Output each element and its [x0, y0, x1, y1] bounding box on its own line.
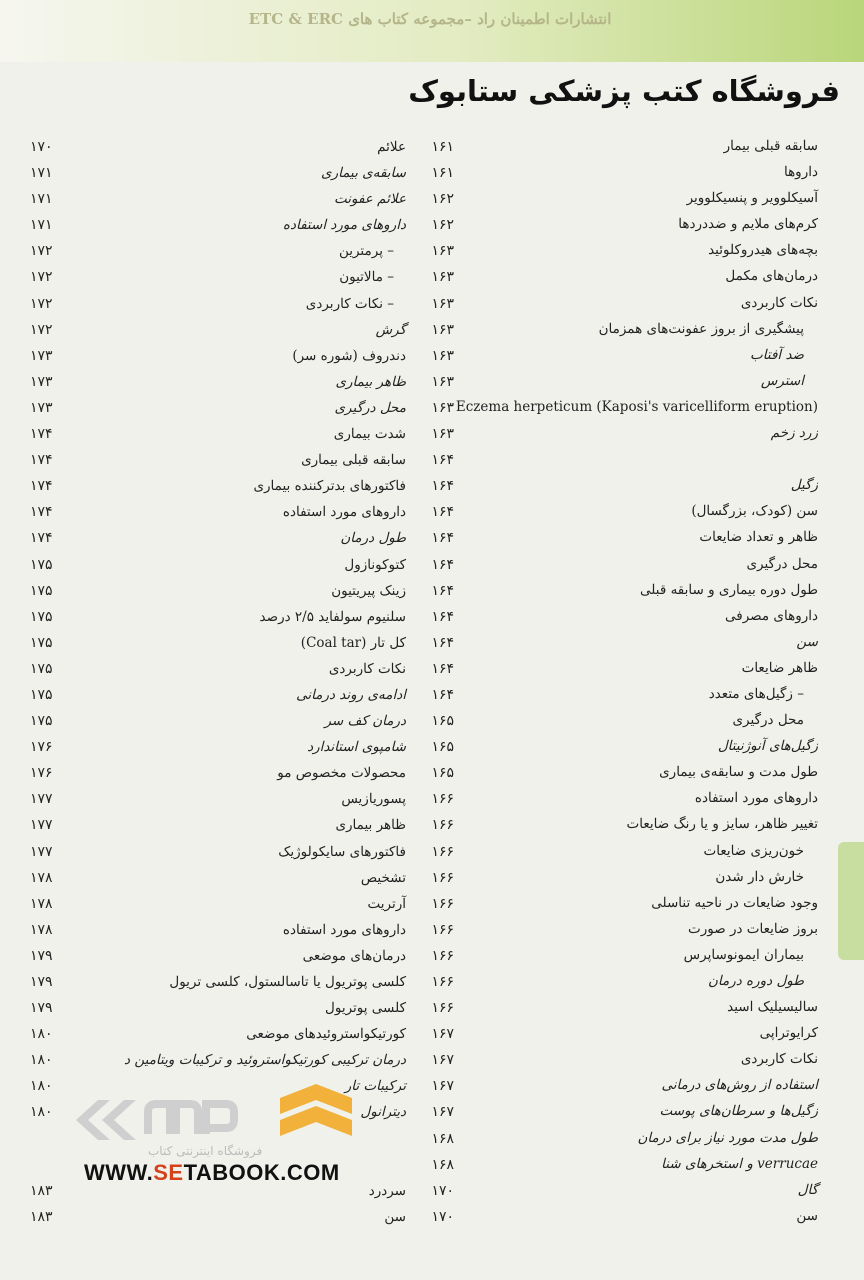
page-number: ۱۸۰: [30, 1104, 53, 1121]
index-entry-label: طول مدت مورد نیاز برای درمان: [637, 1129, 818, 1146]
index-entry-label: کل تار (Coal tar): [300, 634, 406, 651]
index-entry-label: نکات کاربردی: [328, 660, 406, 677]
index-entry-label: فاکتورهای سایکولوژیک: [278, 843, 406, 860]
page-number: ۱۷۵: [30, 660, 53, 677]
index-entry-label: ضد آفتاب: [750, 346, 804, 363]
index-entry-label: استرس: [760, 372, 804, 389]
index-entry: [438, 263, 818, 289]
page-number: ۱۶۳: [431, 321, 454, 338]
page-number: ۱۶۲: [431, 217, 454, 234]
index-entry: [154, 760, 454, 786]
page-number: ۱۶۴: [431, 452, 454, 469]
page-number: ۱۷۰: [431, 1208, 454, 1225]
page-number: ۱۷۵: [30, 582, 53, 599]
page-number: ۱۶۴: [431, 530, 454, 547]
index-entry: [154, 369, 454, 395]
index-entry-label: علائم عفونت: [333, 191, 406, 208]
index-entry-label: بچه‌های هیدروکلوئید: [708, 242, 818, 259]
index-entry-label: نکات کاربردی: [740, 294, 818, 311]
index-entry-label: دیترانول: [360, 1104, 406, 1121]
index-entry-label: طول دوره بیماری و سابقه قبلی: [640, 581, 818, 598]
index-entry: [438, 1177, 818, 1203]
index-entry-label: بیماران ایمونوساپرس: [683, 946, 804, 963]
index-entry: [438, 1046, 818, 1072]
index-entry-label: طول مدت و سابقه‌ی بیماری: [659, 764, 818, 781]
page-number: ۱۶۷: [431, 1104, 454, 1121]
page-number: ۱۶۱: [431, 139, 454, 155]
index-entry: [438, 498, 818, 524]
page-number: ۱۷۷: [30, 843, 53, 860]
index-entry-label: verrucae و استخرهای شنا: [661, 1155, 818, 1172]
index-entry: [438, 1203, 818, 1229]
index-entry-label: درمان ترکیبی کورتیکواستروئید و ترکیبات ویتامین د: [124, 1052, 406, 1069]
page-number: ۱۶۳: [431, 373, 454, 390]
index-entry: [154, 264, 454, 290]
index-entry: [438, 681, 818, 707]
page-number: ۱۶۸: [431, 1156, 454, 1173]
index-entry-label: درمان‌های موضعی: [302, 947, 406, 964]
index-entry-label: کرایوتراپی: [759, 1025, 818, 1042]
index-entry: [438, 759, 818, 785]
page-number: ۱۶۶: [431, 817, 454, 834]
index-entry: [438, 968, 818, 994]
index-entry: [438, 237, 818, 263]
index-entry: [154, 238, 454, 264]
index-entry: [438, 1072, 818, 1098]
page-number: ۱۶۲: [431, 191, 454, 208]
page-number: ۱۷۸: [30, 869, 53, 886]
page-number: ۱۷۲: [30, 295, 53, 312]
index-entry-label: داروهای مورد استفاده: [282, 217, 406, 234]
index-entry: [154, 839, 454, 865]
index-entry-label: گرش: [375, 321, 406, 338]
index-entry: [154, 682, 454, 708]
page-number: ۱۶۴: [431, 608, 454, 625]
index-entry-label: – پرمترین: [338, 243, 394, 260]
index-entry: [154, 552, 454, 578]
index-entry: [438, 211, 818, 237]
index-entry: [154, 447, 454, 473]
page-number: ۱۸۳: [30, 1208, 53, 1225]
index-entry-label: – زگیل‌های متعدد: [708, 685, 804, 702]
page-number: ۱۷۴: [30, 504, 53, 521]
page-number: ۱۶۵: [431, 739, 454, 756]
index-entry-label: زگیل: [790, 477, 818, 494]
page-number: ۱۷۱: [30, 191, 53, 208]
index-entry-label: داروها: [783, 164, 818, 181]
index-entry-label: سالیسیلیک اسید: [727, 999, 818, 1016]
index-entry-label: ادامه‌ی روند درمانی: [296, 686, 406, 703]
page-number: ۱۷۳: [30, 399, 53, 416]
page-number: ۱۷۵: [30, 608, 53, 625]
index-column-middle: [124, 134, 454, 1230]
index-entry-label: کرم‌های ملایم و ضددردها: [678, 216, 818, 233]
index-entry: [438, 603, 818, 629]
index-column-right: [438, 133, 818, 1229]
index-entry: [154, 708, 454, 734]
index-entry: [438, 342, 818, 368]
index-entry: [154, 969, 454, 995]
index-entry-label: علائم: [377, 139, 406, 155]
running-head: انتشارات اطمینان راد –مجموعه کتاب های ETC & ERC: [248, 10, 612, 28]
index-entry-label: کورتیکواستروئیدهای موضعی: [246, 1026, 406, 1043]
index-entry: [124, 1047, 454, 1073]
index-entry-label: دندروف (شوره سر): [292, 347, 406, 364]
page-number: ۱۷۲: [30, 243, 53, 260]
watermark: [66, 1090, 386, 1190]
index-entry-label: پسوریازیس: [341, 791, 406, 808]
url-rest: TABOOK.COM: [183, 1160, 340, 1185]
index-entry-label: – نکات کاربردی: [305, 295, 394, 312]
index-entry-label: سلنیوم سولفاید ۲/۵ درصد: [259, 608, 406, 625]
index-entry: [154, 317, 454, 343]
page-number: ۱۷۴: [30, 426, 53, 443]
page-number: ۱۷۶: [30, 739, 53, 756]
page-number: ۱۷۸: [30, 895, 53, 912]
index-entry-label: سن: [384, 1208, 406, 1225]
index-entry: [438, 1151, 818, 1177]
page-number: ۱۶۵: [431, 713, 454, 730]
index-entry: [154, 917, 454, 943]
index-entry-label: ظاهر بیماری: [335, 817, 406, 834]
index-entry: [154, 395, 454, 421]
page-number: ۱۷۰: [30, 139, 53, 155]
page-number: ۱۶۳: [431, 347, 454, 364]
index-entry-label: شامپوی استاندارد: [307, 739, 406, 756]
page-number: ۱۶۶: [431, 869, 454, 886]
index-entry: [154, 343, 454, 369]
index-entry: [438, 1098, 818, 1124]
index-entry: [154, 943, 454, 969]
index-entry-label: خارش دار شدن: [715, 868, 804, 885]
page-number: ۱۶۶: [431, 1000, 454, 1017]
index-entry-label: سابقه قبلی بیمار: [723, 138, 818, 154]
index-entry: [154, 1021, 454, 1047]
index-entry-label: فاکتورهای بدترکننده بیماری: [253, 478, 406, 495]
index-entry-label: زگیل‌ها و سرطان‌های پوست: [659, 1103, 818, 1120]
page-number: ۱۶۴: [431, 660, 454, 677]
index-entry: [154, 865, 454, 891]
index-entry: [438, 524, 818, 550]
page-number: ۱۷۲: [30, 321, 53, 338]
index-entry: [438, 942, 818, 968]
page-number: ۱۷۷: [30, 791, 53, 808]
index-entry: [438, 368, 818, 394]
index-entry: [438, 472, 818, 498]
index-entry-label: طول دوره درمان: [707, 973, 804, 989]
index-entry: [438, 655, 818, 681]
index-entry: [154, 421, 454, 447]
index-entry: [438, 185, 818, 211]
index-entry-label: سن (کودک، بزرگسال): [691, 503, 818, 520]
index-entry-label: محصولات مخصوص مو: [277, 765, 406, 782]
index-entry: [438, 890, 818, 916]
page-number: ۱۸۰: [30, 1026, 53, 1043]
page-numbers-column-left: [30, 134, 90, 1230]
index-entry-label: سابقه قبلی بیماری: [301, 452, 406, 469]
index-entry: [154, 473, 454, 499]
page-number: ۱۶۴: [431, 634, 454, 651]
index-entry-label: نکات کاربردی: [740, 1051, 818, 1068]
index-entry: [154, 734, 454, 760]
page-number: ۱۶۴: [431, 582, 454, 599]
index-entry-label: داروهای مورد استفاده: [694, 790, 818, 807]
index-entry-label: کتوکونازول: [344, 556, 406, 573]
page-number: ۱۶۳: [431, 269, 454, 286]
page-number: ۱۷۴: [30, 530, 53, 547]
book-logo-icon: [276, 1080, 356, 1146]
page-number: ۱۶۷: [431, 1052, 454, 1069]
watermark-subtitle: فروشگاه اینترنتی کتاب: [148, 1144, 263, 1158]
page-number: ۱۷۱: [30, 217, 53, 234]
index-entry: [154, 291, 454, 317]
index-entry-label: زرد زخم: [770, 425, 818, 442]
page-number: ۱۶۵: [431, 765, 454, 782]
index-entry: [154, 578, 454, 604]
index-entry: [154, 499, 454, 525]
page-number: ۱۶۶: [431, 791, 454, 808]
index-entry-label: زینک پیریتیون: [331, 582, 406, 599]
index-entry-label: گال: [797, 1181, 818, 1198]
page-number: ۱۷۳: [30, 347, 53, 364]
page-number: ۱۸۰: [30, 1078, 53, 1095]
index-entry: [438, 916, 818, 942]
page-number: ۱۷۶: [30, 765, 53, 782]
index-entry-label: خون‌ریزی ضایعات: [703, 842, 804, 859]
index-entry: [154, 630, 454, 656]
index-entry: [438, 577, 818, 603]
index-entry: [154, 995, 454, 1021]
index-entry: [154, 786, 454, 812]
page-number: ۱۶۳: [431, 426, 454, 443]
page-number: ۱۶۷: [431, 1026, 454, 1043]
page-number: ۱۶۳: [431, 295, 454, 312]
index-entry: [154, 604, 454, 630]
index-entry: [154, 160, 454, 186]
index-entry: [438, 420, 818, 446]
index-entry: [154, 212, 454, 238]
setabook-brand-icon: [66, 1090, 266, 1150]
index-entry: [438, 811, 818, 837]
index-entry: [154, 656, 454, 682]
index-entry: [438, 446, 818, 472]
index-entry: [154, 891, 454, 917]
index-entry: [438, 394, 818, 420]
index-entry-label: کلسی پوتریول: [325, 1000, 406, 1017]
index-entry: [438, 733, 818, 759]
page-number: ۱۷۲: [30, 269, 53, 286]
index-entry: [154, 186, 454, 212]
index-entry-label: تشخیص: [360, 869, 406, 886]
index-entry-label: ترکیبات تار: [344, 1078, 406, 1095]
page-number: ۱۷۳: [30, 373, 53, 390]
index-entry-label: زگیل‌های آنوژنیتال: [717, 738, 818, 755]
index-entry-label: سابقه‌ی بیماری: [321, 165, 406, 182]
index-entry-label: محل درگیری: [746, 555, 818, 572]
index-entry-label: استفاده از روش‌های درمانی: [661, 1077, 818, 1094]
store-title: فروشگاه کتب پزشکی ستابوک: [408, 74, 840, 108]
index-entry-label: بروز ضایعات در صورت: [688, 920, 818, 937]
index-entry: [438, 316, 818, 342]
page-number: ۱۷۵: [30, 556, 53, 573]
index-entry-label: داروهای مصرفی: [725, 607, 818, 624]
index-entry: [438, 864, 818, 890]
page-number: ۱۷۵: [30, 634, 53, 651]
index-entry-label: داروهای مورد استفاده: [282, 504, 406, 521]
page-number: ۱۶۴: [431, 504, 454, 521]
index-entry-label: داروهای مورد استفاده: [282, 921, 406, 938]
index-entry-label: محل درگیری: [732, 712, 804, 729]
page-number: ۱۷۹: [30, 947, 53, 964]
page-number: ۱۷۰: [431, 1182, 454, 1199]
index-entry-label: ظاهر بیماری: [335, 373, 406, 390]
index-entry: [154, 525, 454, 551]
page-number: ۱۶۶: [431, 843, 454, 860]
index-entry: [438, 159, 818, 185]
page-number: ۱۷۷: [30, 817, 53, 834]
watermark-url: [84, 1160, 340, 1186]
index-entry-label: آسیکلوویر و پنسیکلوویر: [686, 190, 818, 207]
page-number: ۱۶۶: [431, 921, 454, 938]
page-number: ۱۷۵: [30, 713, 53, 730]
page-number: ۱۶۸: [431, 1130, 454, 1147]
index-entry: [438, 707, 818, 733]
index-entry: [154, 134, 454, 160]
index-entry-label: تغییر ظاهر، سایز و یا رنگ ضایعات: [626, 816, 818, 833]
index-entry: [438, 629, 818, 655]
page-number: ۱۷۸: [30, 921, 53, 938]
page-number: ۱۶۶: [431, 895, 454, 912]
page-number: ۱۶۳: [431, 243, 454, 260]
index-entry-label: طول درمان: [340, 530, 406, 547]
index-entry: [438, 785, 818, 811]
page-number: ۱۷۴: [30, 478, 53, 495]
index-entry-label: – مالاتیون: [339, 269, 394, 286]
index-entry: [438, 1125, 818, 1151]
index-entry: [438, 551, 818, 577]
page-number: ۱۶۷: [431, 1078, 454, 1095]
index-entry-label: شدت بیماری: [333, 426, 406, 443]
index-entry-label: پیشگیری از بروز عفونت‌های همزمان: [598, 320, 804, 337]
page-number: ۱۸۰: [30, 1052, 53, 1069]
index-entry-label: وجود ضایعات در ناحیه تناسلی: [651, 894, 818, 911]
page-number: ۱۶۳: [431, 399, 454, 416]
page-number: ۱۷۹: [30, 1000, 53, 1017]
index-entry-label: درمان کف سر: [324, 713, 406, 730]
index-entry: [154, 812, 454, 838]
index-entry: [438, 290, 818, 316]
index-entry-label: ظاهر ضایعات: [741, 659, 818, 676]
page-number: ۱۶۴: [431, 686, 454, 703]
page-number: ۱۷۱: [30, 165, 53, 182]
side-tab: [838, 842, 864, 960]
page-number: ۱۶۴: [431, 478, 454, 495]
index-entry-label: ظاهر و تعداد ضایعات: [699, 529, 818, 546]
index-entry-label: محل درگیری: [334, 399, 406, 416]
url-prefix: WWW.: [84, 1160, 154, 1185]
url-accent: SE: [153, 1160, 184, 1185]
index-entry-label: Eczema herpeticum (Kaposi's varicelliform eruption): [455, 398, 818, 415]
index-entry-label: درمان‌های مکمل: [725, 268, 818, 285]
index-entry: [438, 133, 818, 159]
index-entry: [438, 838, 818, 864]
page-number: ۱۶۶: [431, 974, 454, 990]
page-number: ۱۷۴: [30, 452, 53, 469]
page-number: ۱۶۶: [431, 947, 454, 964]
index-entry-label: سن: [796, 1207, 818, 1224]
page-number: ۱۷۹: [30, 974, 53, 990]
page-number: ۱۶۱: [431, 165, 454, 182]
page-number: ۱۸۳: [30, 1182, 53, 1199]
index-entry-label: سن: [796, 633, 818, 650]
index-entry-label: آرتریت: [367, 895, 406, 912]
index-entry: [438, 994, 818, 1020]
index-entry: [438, 1020, 818, 1046]
page-number: ۱۶۴: [431, 556, 454, 573]
page-number: ۱۷۵: [30, 686, 53, 703]
index-entry-label: سردرد: [368, 1182, 406, 1199]
index-entry-label: کلسی پوتریول یا تاسالستول، کلسی تریول: [169, 974, 406, 990]
index-entry: [154, 1204, 454, 1230]
